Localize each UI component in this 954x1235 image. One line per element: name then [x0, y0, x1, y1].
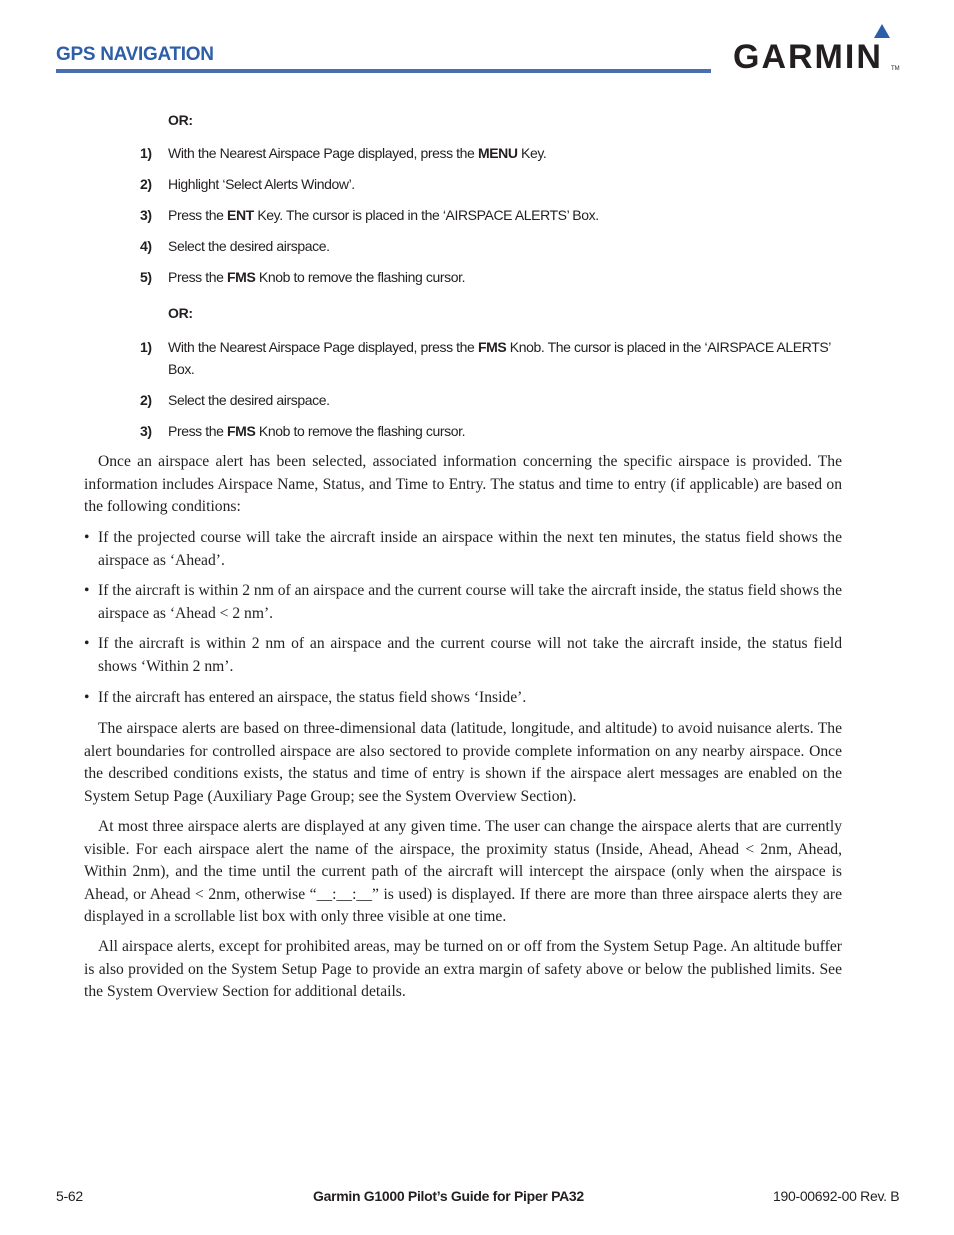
step-text: Select the desired airspace. [168, 238, 330, 254]
step-number: 2) [140, 176, 152, 192]
step-text: With the Nearest Airspace Page displayed, press the FMS Knob. The cursor is placed in the ‘AIRSPACE ALERTS’ Box. [168, 339, 831, 377]
step-text: Press the FMS Knob to remove the flashing cursor. [168, 423, 466, 439]
bullet-icon: • [84, 582, 90, 599]
bullet-icon: • [84, 635, 90, 652]
or-label: OR: [168, 305, 193, 321]
paragraph-alert-count: At most three airspace alerts are displayed at any given time. The user can change the airspace alerts that are currently visible. For each airspace alert the name of the airspace, the proximity status (Inside, Ahead, Ahead < 2nm, Ahead, Within 2nm), and the time until the current path of the aircraft will intercept the airspace (only when the airspace is Ahead, or Ahead < 2nm, otherwise “__:__:__” is used) is displayed. If there are more than three airspace alerts they are displayed in a scrollable list box with only three visible at one time. [84, 818, 842, 925]
step-text: With the Nearest Airspace Page displayed, press the MENU Key. [168, 145, 547, 161]
key-name: MENU [477, 145, 518, 161]
step-item [140, 420, 845, 442]
logo-triangle-icon [874, 24, 890, 38]
bullet-icon: • [84, 689, 90, 706]
page-number: 5-62 [56, 1188, 83, 1204]
step-text: Press the ENT Key. The cursor is placed in the ‘AIRSPACE ALERTS’ Box. [168, 207, 599, 223]
step-item [140, 336, 845, 380]
bullet-text: If the aircraft has entered an airspace, the status field shows ‘Inside’. [98, 689, 527, 706]
header-rule [56, 69, 711, 73]
step-number: 1) [140, 145, 152, 161]
step-number: 3) [140, 207, 152, 223]
garmin-logo [733, 24, 901, 76]
key-name: FMS [227, 423, 256, 439]
step-item [140, 266, 845, 288]
bullet-item [84, 580, 842, 625]
step-number: 3) [140, 423, 152, 439]
step-number: 5) [140, 269, 152, 285]
bullet-item [84, 633, 842, 678]
bullet-text: If the aircraft is within 2 nm of an airspace and the current course will take the aircraft inside, the status field shows the airspace as ‘Ahead < 2 nm’. [98, 582, 842, 622]
document-number: 190-00692-00 Rev. B [773, 1188, 900, 1204]
step-number: 4) [140, 238, 152, 254]
step-text: Highlight ‘Select Alerts Window’. [168, 176, 355, 192]
section-title: GPS NAVIGATION [56, 44, 214, 65]
paragraph-intro: Once an airspace alert has been selected, associated information concerning the specific airspace is provided. The information includes Airspace Name, Status, and Time to Entry. The status and time to entry (if applicable) are based on the following conditions: [84, 453, 842, 515]
step-text: Select the desired airspace. [168, 392, 330, 408]
step-number: 2) [140, 392, 152, 408]
paragraph-setup: All airspace alerts, except for prohibited areas, may be turned on or off from the System Setup Page. An altitude buffer is also provided on the System Setup Page to provide an extra margin of safety above or below the published limits. See the System Overview Section for additional details. [84, 938, 842, 1000]
guide-title: Garmin G1000 Pilot’s Guide for Piper PA32 [313, 1188, 584, 1204]
step-text: Press the FMS Knob to remove the flashing cursor. [168, 269, 466, 285]
step-item [140, 389, 845, 411]
key-name: FMS [477, 339, 507, 355]
or-label: OR: [168, 112, 193, 128]
key-name: FMS [227, 269, 256, 285]
bullet-item [84, 687, 842, 710]
bullet-text: If the projected course will take the aircraft inside an airspace within the next ten minutes, the status field shows the airspace as ‘Ahead’. [98, 529, 842, 569]
step-item [140, 204, 845, 226]
bullet-icon: • [84, 529, 90, 546]
logo-wordmark: GARMIN [733, 38, 883, 76]
bullet-text: If the aircraft is within 2 nm of an airspace and the current course will not take the aircraft inside, the status field shows ‘Within 2 nm’. [98, 635, 842, 675]
paragraph-alert-data: The airspace alerts are based on three-dimensional data (latitude, longitude, and altitude) to avoid nuisance alerts. The alert boundaries for controlled airspace are also sectored to provide complete information on any nearby airspace. Once the described conditions exists, the status and time of entry is shown if the airspace alert messages are enabled on the System Setup Page (Auxiliary Page Group; see the System Overview Section). [84, 720, 842, 805]
step-item [140, 142, 845, 164]
key-name: ENT [227, 207, 254, 223]
logo-trademark: TM [891, 66, 900, 72]
step-item [140, 235, 845, 257]
bullet-item [84, 527, 842, 572]
step-number: 1) [140, 339, 152, 355]
step-item [140, 173, 845, 195]
